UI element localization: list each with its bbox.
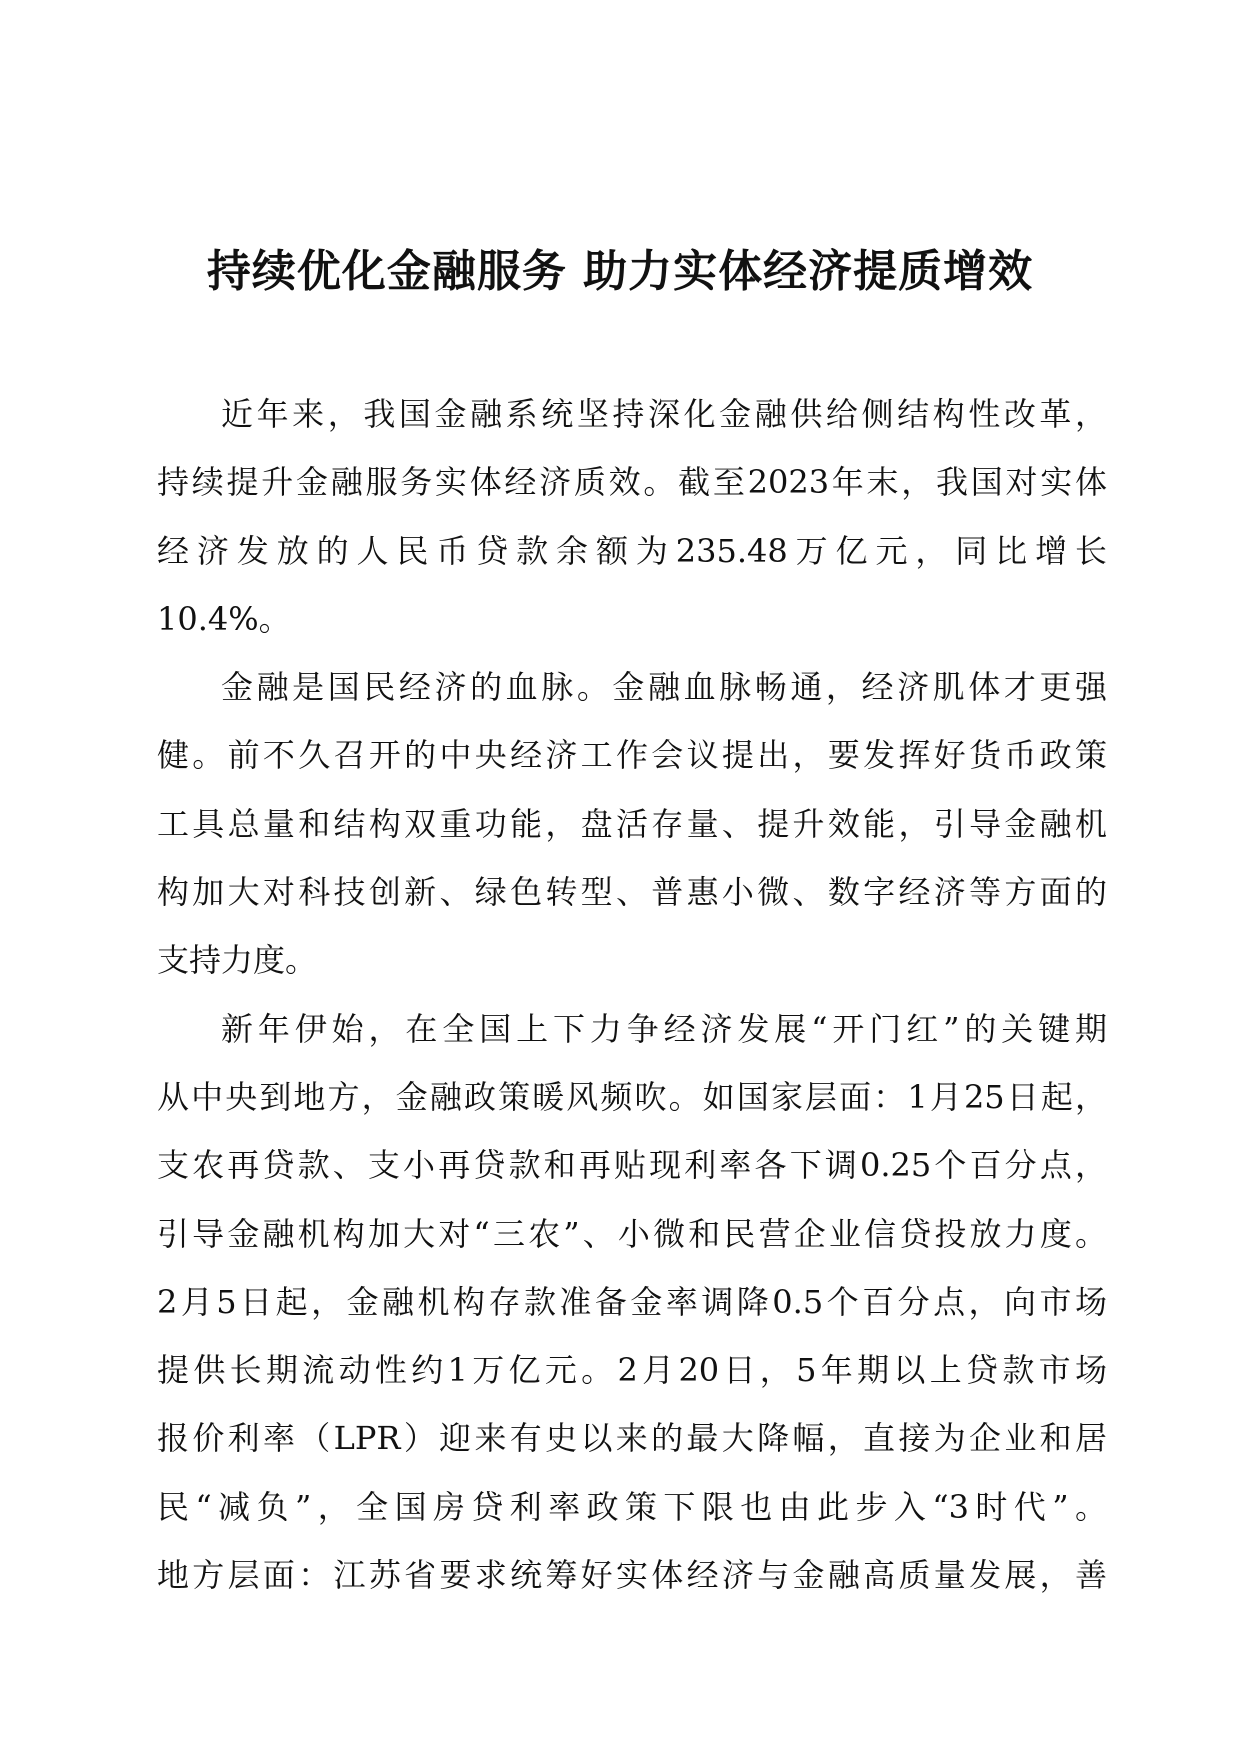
paragraph-line: 地方层面：江苏省要求统筹好实体经济与金融高质量发展，善 [157,1556,1107,1595]
paragraph-line: 民“减负”，全国房贷利率政策下限也由此步入“3时代”。 [157,1487,1107,1526]
paragraph-2 [157,653,1107,994]
paragraph-line: 10.4%。 [157,599,291,638]
paragraph-line: 近年来，我国金融系统坚持深化金融供给侧结构性改革， [221,395,1107,433]
document-title: 持续优化金融服务 助力实体经济提质增效 [206,246,1034,297]
paragraph-line: 持续提升金融服务实体经济质效。截至2023年末，我国对实体 [157,463,1107,502]
paragraph-line: 健。前不久召开的中央经济工作会议提出，要发挥好货币政策 [157,736,1107,775]
paragraph-line: 经济发放的人民币贷款余额为235.48万亿元，同比增长 [157,531,1107,570]
paragraph-line: 金融是国民经济的血脉。金融血脉畅通，经济肌体才更强 [221,668,1107,707]
paragraph-1 [157,380,1107,653]
paragraph-line: 构加大对科技创新、绿色转型、普惠小微、数字经济等方面的 [157,873,1107,912]
paragraph-line: 2月5日起，金融机构存款准备金率调降0.5个百分点，向市场 [157,1282,1107,1321]
paragraph-line: 工具总量和结构双重功能，盘活存量、提升效能，引导金融机 [157,804,1107,843]
paragraph-line: 提供长期流动性约1万亿元。2月20日，5年期以上贷款市场 [157,1351,1107,1390]
paragraph-line: 从中央到地方，金融政策暖风频吹。如国家层面：1月25日起， [157,1077,1107,1116]
paragraph-3 [157,995,1107,1610]
document-body [157,380,1107,1609]
paragraph-line: 报价利率（LPR）迎来有史以来的最大降幅，直接为企业和居 [157,1419,1107,1458]
paragraph-line: 新年伊始，在全国上下力争经济发展“开门红”的关键期 [221,1009,1107,1048]
paragraph-line: 支农再贷款、支小再贷款和再贴现利率各下调0.25个百分点， [157,1146,1107,1185]
paragraph-line: 引导金融机构加大对“三农”、小微和民营企业信贷投放力度。 [157,1214,1107,1253]
paragraph-line: 支持力度。 [157,941,318,980]
